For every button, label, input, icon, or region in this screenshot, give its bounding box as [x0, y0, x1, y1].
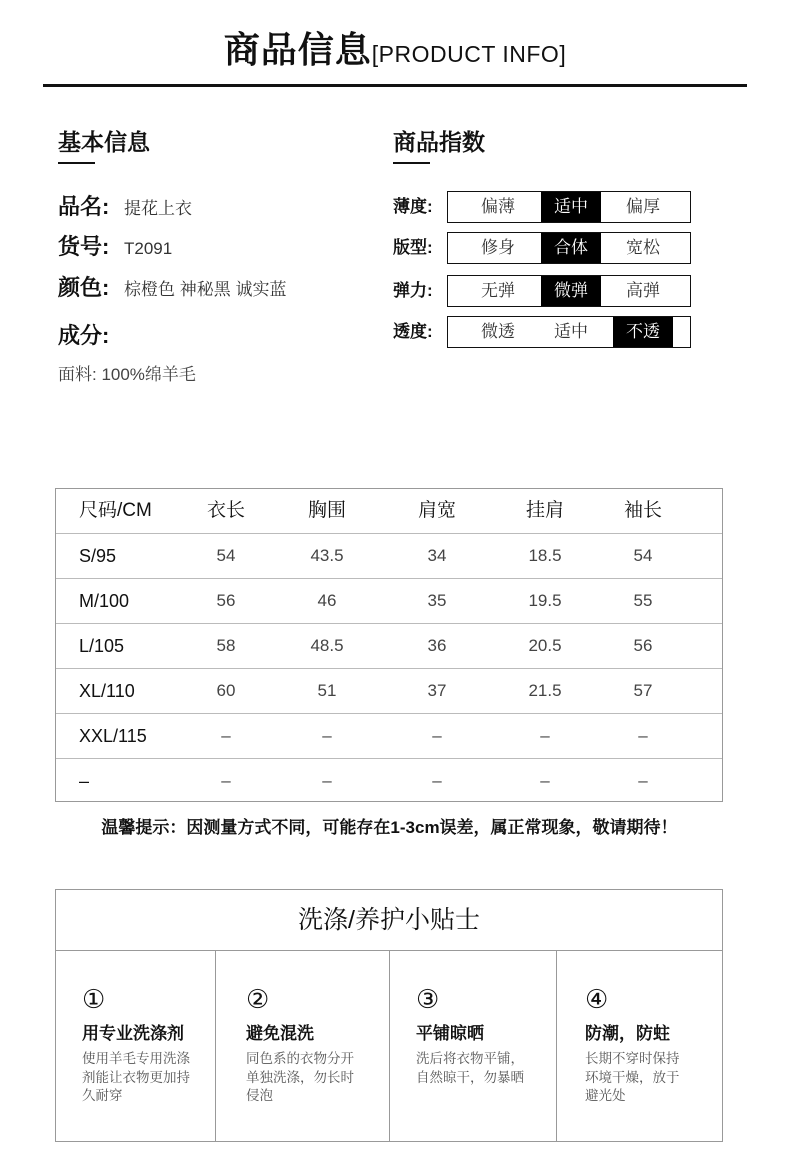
table-row — [56, 579, 722, 624]
index-option: 合体 — [541, 233, 601, 263]
care-tip-detergent — [56, 951, 215, 1141]
table-cell-size: XL/110 — [79, 681, 135, 701]
index-label: 薄度: — [393, 197, 433, 216]
care-tip-flat-dry — [389, 951, 556, 1141]
care-tips-panel — [55, 889, 723, 1142]
index-scale — [447, 232, 691, 264]
header-divider — [43, 84, 747, 87]
table-cell-shoulder: – — [432, 771, 442, 790]
table-cell-length: 54 — [216, 546, 236, 565]
info-row-composition — [58, 322, 124, 350]
column-header-chest: 胸围 — [307, 500, 346, 521]
tip-description-line: 同色系的衣物分开 — [246, 1051, 354, 1066]
table-cell-sleeve: – — [638, 771, 648, 790]
tip-description-line: 长期不穿时保持 — [585, 1051, 680, 1066]
table-cell-length: 56 — [216, 591, 236, 610]
column-header-shoulder: 肩宽 — [417, 500, 456, 521]
table-cell-shoulder: 36 — [427, 636, 447, 655]
index-option: 修身 — [481, 238, 515, 257]
index-row-transparency — [393, 316, 691, 348]
tip-title: 平铺晾晒 — [416, 1024, 484, 1043]
page-header — [0, 26, 790, 74]
column-header-length: 衣长 — [206, 500, 245, 521]
table-cell-chest: 43.5 — [310, 546, 344, 565]
index-scale — [447, 191, 691, 223]
column-header-size: 尺码/CM — [79, 500, 152, 521]
table-row — [56, 714, 722, 759]
tip-description — [416, 1050, 556, 1087]
table-cell-chest: 46 — [317, 591, 337, 610]
size-table — [55, 488, 723, 802]
table-cell-chest: – — [322, 726, 332, 745]
index-label: 透度: — [393, 322, 433, 341]
table-cell-armhole: – — [540, 771, 550, 790]
table-header-row — [56, 489, 722, 534]
table-cell-size: – — [79, 771, 90, 791]
table-cell-chest: – — [322, 771, 332, 790]
table-cell-shoulder: – — [432, 726, 442, 745]
table-row — [56, 669, 722, 714]
index-option: 微透 — [481, 322, 515, 341]
tip-description-line: 单独洗涤，勿长时 — [246, 1069, 354, 1085]
basic-info-heading: 基本信息 — [58, 129, 150, 155]
tip-number: ① — [82, 984, 106, 1014]
tip-description-line: 剂能让衣物更加持 — [82, 1069, 190, 1085]
index-option: 偏厚 — [626, 197, 660, 216]
care-tip-separate-wash — [215, 951, 389, 1141]
column-header-sleeve: 袖长 — [623, 500, 662, 521]
care-tip-moisture-moth — [556, 951, 722, 1141]
table-cell-length: 58 — [216, 636, 236, 655]
page-title-english: [PRODUCT INFO] — [371, 41, 567, 67]
table-cell-sleeve: – — [638, 726, 648, 745]
index-scale — [447, 316, 691, 348]
table-cell-shoulder: 35 — [427, 591, 447, 610]
page-title: 商品信息 — [223, 29, 372, 70]
table-cell-size: L/105 — [79, 636, 125, 656]
table-cell-shoulder: 37 — [427, 681, 447, 700]
info-label: 货号: — [58, 234, 110, 259]
index-option: 高弹 — [626, 281, 660, 300]
table-cell-size: M/100 — [79, 591, 130, 611]
table-row — [56, 624, 722, 669]
table-cell-chest: 51 — [317, 681, 337, 700]
index-label: 版型: — [393, 238, 433, 257]
column-header-armhole: 挂肩 — [525, 500, 564, 521]
tip-number: ③ — [416, 984, 440, 1014]
tip-description-line: 久耐穿 — [82, 1088, 123, 1103]
tip-description-line: 环境干燥，放于 — [585, 1069, 680, 1085]
product-index-heading: 商品指数 — [393, 129, 485, 155]
info-label: 颜色: — [58, 275, 110, 300]
tip-description — [82, 1050, 215, 1106]
table-cell-chest: 48.5 — [310, 636, 344, 655]
info-label: 品名: — [58, 194, 110, 219]
composition-label: 成分: — [58, 323, 110, 348]
table-cell-armhole: 18.5 — [528, 546, 562, 565]
index-row-fit — [393, 232, 691, 264]
info-row-name — [58, 193, 192, 221]
index-option: 无弹 — [481, 281, 515, 300]
index-row-thickness — [393, 191, 691, 223]
tip-title: 防潮，防蛀 — [585, 1024, 670, 1043]
table-cell-size: XXL/115 — [79, 726, 147, 746]
table-cell-sleeve: 54 — [633, 546, 653, 565]
table-cell-size: S/95 — [79, 546, 117, 566]
table-cell-shoulder: 34 — [427, 546, 447, 565]
info-value: T2091 — [124, 239, 173, 258]
care-tips-title: 洗涤/养护小贴士 — [56, 890, 722, 951]
table-cell-armhole: – — [540, 726, 550, 745]
table-cell-length: – — [221, 726, 231, 745]
table-cell-sleeve: 57 — [633, 681, 653, 700]
info-value: 棕橙色 神秘黑 诚实蓝 — [124, 280, 287, 299]
product-index-heading-underline — [393, 162, 430, 164]
composition-detail: 面料: 100%绵羊毛 — [58, 365, 196, 384]
tip-description-line: 避光处 — [585, 1088, 626, 1103]
table-cell-length: – — [221, 771, 231, 790]
tip-description-line: 侵泡 — [246, 1088, 273, 1103]
index-option: 微弹 — [541, 276, 601, 306]
table-cell-armhole: 19.5 — [528, 591, 562, 610]
info-row-item-number — [58, 233, 172, 261]
index-option: 适中 — [554, 322, 588, 341]
index-row-elasticity — [393, 275, 691, 307]
tip-number: ④ — [585, 984, 609, 1014]
table-cell-armhole: 20.5 — [528, 636, 562, 655]
table-row — [56, 534, 722, 579]
index-option: 宽松 — [626, 238, 660, 257]
tip-number: ② — [246, 984, 270, 1014]
tip-description-line: 自然晾干，勿暴晒 — [416, 1069, 524, 1085]
table-cell-sleeve: 55 — [633, 591, 653, 610]
info-row-color — [58, 274, 286, 302]
table-cell-armhole: 21.5 — [528, 681, 562, 700]
tip-description — [585, 1050, 722, 1106]
index-option: 适中 — [541, 192, 601, 222]
info-value: 提花上衣 — [124, 199, 192, 218]
table-cell-length: 60 — [216, 681, 236, 700]
table-cell-sleeve: 56 — [633, 636, 653, 655]
basic-info-heading-underline — [58, 162, 95, 164]
index-label: 弹力: — [393, 281, 433, 300]
tip-description-line: 使用羊毛专用洗涤 — [82, 1051, 190, 1066]
tip-title: 用专业洗涤剂 — [82, 1024, 184, 1043]
tip-description — [246, 1050, 389, 1106]
tip-title: 避免混洗 — [246, 1024, 314, 1043]
index-scale — [447, 275, 691, 307]
table-row — [56, 759, 722, 801]
tip-description-line: 洗后将衣物平铺， — [416, 1051, 524, 1066]
index-option: 偏薄 — [481, 197, 515, 216]
index-option: 不透 — [613, 317, 673, 347]
measurement-notice: 温馨提示：因测量方式不同，可能存在1-3cm误差，属正常现象，敬请期待！ — [101, 818, 678, 837]
